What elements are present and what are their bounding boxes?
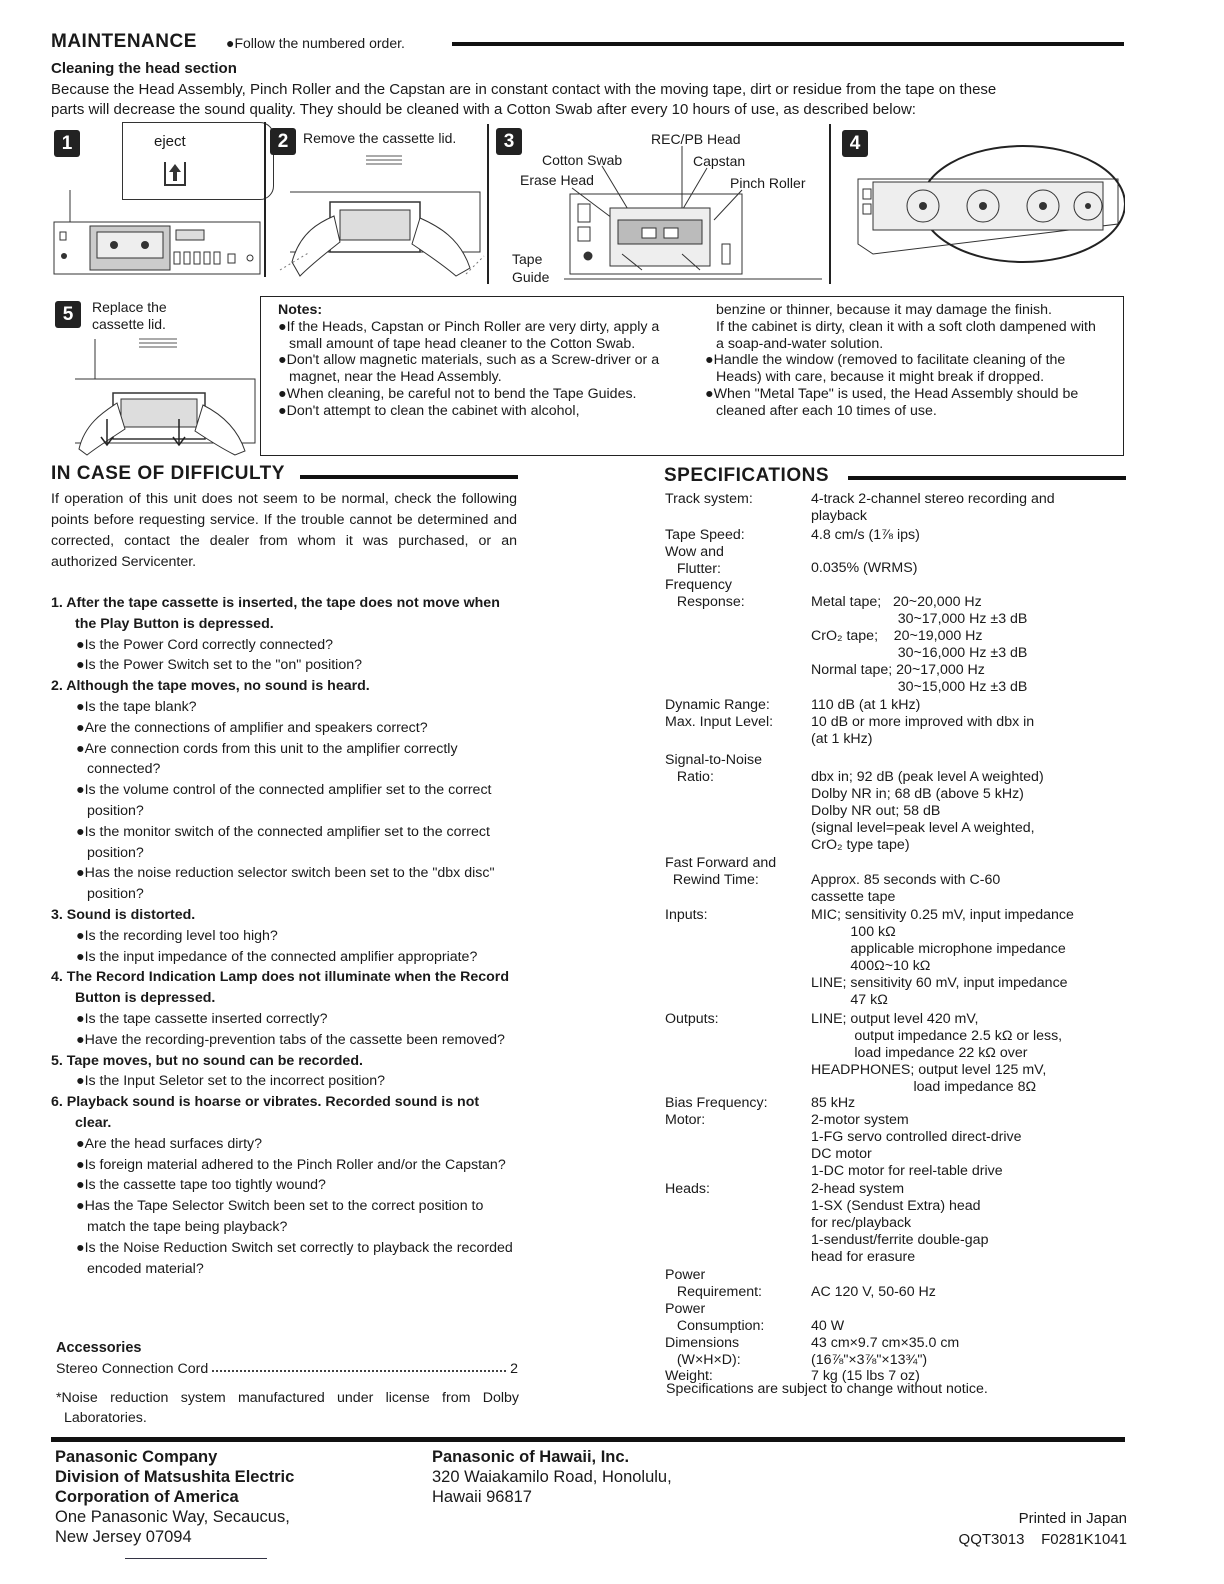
address-line: One Panasonic Way, Secaucus, — [55, 1508, 290, 1526]
guide-label: Guide — [512, 269, 550, 285]
address-line: Hawaii 96817 — [432, 1488, 532, 1506]
spec-value: 4-track 2-channel stereo recording and playback — [811, 491, 1055, 524]
spec-key: Track system: — [665, 491, 753, 507]
remove-lid-drawing — [270, 152, 488, 279]
spec-key: Frequency Response: — [665, 577, 745, 611]
difficulty-check: ●Is the monitor switch of the connected amplifier set to the correct position? — [76, 823, 490, 861]
specifications-note: Specifications are subject to change without notice. — [666, 1381, 988, 1397]
spec-value: 4.8 cm/s (1⅞ ips) — [811, 526, 920, 543]
leader-dots — [212, 1361, 506, 1372]
spec-key: Wow and Flutter: — [665, 543, 724, 577]
difficulty-check: ●Is the tape cassette inserted correctly? — [76, 1010, 328, 1027]
notes-left-column — [278, 302, 670, 420]
spec-value: 43 cm×9.7 cm×35.0 cm (16⅞"×3⅞"×13¾") — [811, 1334, 960, 1368]
rec-pb-head-label: REC/PB Head — [651, 131, 741, 147]
spec-value: AC 120 V, 50-60 Hz — [811, 1284, 936, 1301]
spec-key: Outputs: — [665, 1010, 719, 1027]
difficulty-check: ●Is the volume control of the connected amplifier set to the correct position? — [76, 782, 492, 819]
difficulty-check: ●Is the input impedance of the connected amplifier appropriate? — [76, 948, 478, 965]
step-2-illustration — [270, 124, 488, 279]
spec-key: Signal-to-Noise Ratio: — [665, 751, 762, 785]
maintenance-title: MAINTENANCE — [51, 31, 197, 52]
spec-key: Heads: — [665, 1181, 710, 1197]
spec-key: Inputs: — [665, 907, 708, 924]
spec-key: Max. Input Level: — [665, 714, 774, 731]
difficulty-check: ●Is the Input Seletor set to the incorrect position? — [76, 1073, 386, 1090]
accessories-title: Accessories — [56, 1340, 142, 1356]
note-item: ●Don't allow magnetic materials, such as a Screw-driver or a magnet, near the Head Assembly. — [278, 352, 660, 386]
maintenance-instruction: ●Follow the numbered order. — [226, 35, 405, 51]
difficulty-check: ●Is the Noise Reduction Switch set correctly to playback the recorded encoded material? — [76, 1239, 513, 1277]
cassette-deck-drawing — [52, 182, 262, 277]
step-2-label: Remove the cassette lid. — [303, 130, 457, 146]
difficulty-intro: If operation of this unit does not seem to be normal, check the following points before requesting service. If the trouble cannot be determined and corrected, contact the dealer from whom it was purchased, or an authorized Servicenter. — [51, 491, 517, 570]
hawaii-name: Panasonic of Hawaii, Inc. — [432, 1448, 630, 1466]
accessory-qty: 2 — [510, 1361, 518, 1377]
difficulty-question: 4. The Record Indication Lamp does not illuminate when the Record Button is depressed. — [51, 969, 509, 1007]
note-item: ●Don't attempt to clean the cabinet with alcohol, — [278, 402, 580, 419]
spec-key: Dimensions (W×H×D): — [665, 1334, 741, 1368]
maintenance-intro-2: parts will decrease the sound quality. They should be cleaned with a Cotton Swab after every 10 hours of use, as described below: — [51, 101, 916, 118]
hawaii-block — [432, 1447, 672, 1507]
tape-label: Tape — [512, 251, 543, 267]
step-divider — [264, 122, 266, 277]
spec-value: 0.035% (WRMS) — [811, 560, 918, 577]
section-rule — [300, 475, 518, 479]
capstan-label: Capstan — [693, 153, 746, 169]
step-5-illustration — [55, 297, 260, 457]
spec-key: Motor: — [665, 1111, 706, 1128]
maintenance-intro-1: Because the Head Assembly, Pinch Roller and the Capstan are in constant contact with the moving tape, dirt or residue from the tape on these — [51, 81, 997, 98]
step-1-illustration — [52, 122, 262, 277]
section-rule — [848, 476, 1126, 480]
head-section-drawing — [492, 124, 828, 289]
eject-label: eject — [154, 133, 186, 150]
erase-head-label: Erase Head — [520, 172, 594, 188]
step-divider — [829, 124, 831, 284]
step-5-label-line2: cassette lid. — [92, 316, 166, 332]
printed-in: Printed in Japan — [1018, 1510, 1127, 1527]
company-line: Corporation of America — [55, 1488, 239, 1506]
company-line: Division of Matsushita Electric — [55, 1468, 295, 1486]
step-4-number: 4 — [842, 130, 868, 157]
step-divider — [487, 124, 489, 284]
step-1-number: 1 — [54, 130, 80, 157]
spec-key: Weight: — [665, 1368, 713, 1385]
specifications-table — [665, 491, 1135, 1391]
head-closeup-drawing — [833, 124, 1125, 284]
difficulty-check: ●Are connection cords from this unit to the amplifier correctly connected? — [76, 740, 458, 778]
difficulty-check: ●Is foreign material adhered to the Pinch Roller and/or the Capstan? — [76, 1156, 506, 1173]
spec-value: Approx. 85 seconds with C-60 cassette tape — [811, 871, 1001, 905]
dolby-footnote: *Noise reduction system manufactured under license from Dolby Laboratories. — [56, 1390, 519, 1426]
pinch-roller-label: Pinch Roller — [730, 175, 806, 191]
step-4-illustration — [833, 124, 1125, 284]
spec-value: 110 dB (at 1 kHz) — [811, 697, 921, 714]
company-name — [55, 1447, 294, 1507]
spec-key: Power Requirement: — [665, 1267, 762, 1301]
spec-key: Dynamic Range: — [665, 697, 770, 714]
note-item: If the cabinet is dirty, clean it with a soft cloth dampened with a soap-and-water solution. — [716, 318, 1096, 352]
step-5-number: 5 — [55, 301, 81, 328]
difficulty-check: ●Is the cassette tape too tightly wound? — [76, 1177, 326, 1194]
note-item: ●Handle the window (removed to facilitate cleaning of the Heads) with care, because it might break if dropped. — [705, 352, 1066, 386]
spec-value: Metal tape; 20~20,000 Hz 30~17,000 Hz ±3 dB CrO₂ tape; 20~19,000 Hz 30~16,000 Hz ±3 dB Normal tape; 20~17,000 Hz 30~15,000 Hz ±3 dB — [811, 594, 1028, 696]
difficulty-question: 2. Although the tape moves, no sound is heard. — [51, 678, 370, 695]
difficulty-check: ●Is the recording level too high? — [76, 927, 278, 944]
difficulty-check: ●Has the noise reduction selector switch been set to the "dbx disc" position? — [76, 865, 495, 903]
difficulty-list — [51, 593, 518, 1279]
note-item: benzine or thinner, because it may damage the finish. — [716, 302, 1052, 318]
document-codes: QQT3013 F0281K1041 — [958, 1531, 1127, 1548]
note-item: ●When "Metal Tape" is used, the Head Assembly should be cleaned after each 10 times of use. — [705, 385, 1079, 419]
difficulty-check: ●Are the connections of amplifier and speakers correct? — [76, 719, 428, 736]
difficulty-question: 3. Sound is distorted. — [51, 906, 196, 923]
specifications-title: SPECIFICATIONS — [664, 465, 829, 486]
replace-lid-drawing — [55, 333, 260, 457]
spec-value: 10 dB or more improved with dbx in (at 1 kHz) — [811, 714, 1035, 748]
spec-key: Tape Speed: — [665, 526, 745, 543]
spec-value: 2-motor system 1-FG servo controlled direct-drive DC motor 1-DC motor for reel-table drive — [811, 1111, 1022, 1179]
bottom-line — [125, 1558, 267, 1559]
step-3-number: 3 — [496, 128, 522, 155]
difficulty-question: 6. Playback sound is hoarse or vibrates. Recorded sound is not clear. — [51, 1094, 480, 1131]
difficulty-check: ●Is the Power Cord correctly connected? — [76, 636, 333, 653]
spec-value: 40 W — [811, 1317, 845, 1334]
spec-value: 2-head system 1-SX (Sendust Extra) head for rec/playback 1-sendust/ferrite double-gap head for erasure — [811, 1181, 989, 1265]
spec-value: 7 kg (15 lbs 7 oz) — [811, 1368, 920, 1385]
step-5-label-line1: Replace the — [92, 299, 167, 315]
company-address — [55, 1507, 290, 1547]
cotton-swab-label: Cotton Swab — [542, 152, 623, 168]
company-line: Panasonic Company — [55, 1448, 218, 1466]
difficulty-check: ●Is the Power Switch set to the "on" position? — [76, 657, 362, 674]
difficulty-check: ●Have the recording-prevention tabs of the cassette been removed? — [76, 1031, 505, 1048]
difficulty-check: ●Is the tape blank? — [76, 698, 197, 715]
note-item: ●If the Heads, Capstan or Pinch Roller are very dirty, apply a small amount of tape head cleaner to the Cotton Swab. — [278, 318, 660, 352]
difficulty-question: 1. After the tape cassette is inserted, the tape does not move when the Play Button is depressed. — [51, 595, 500, 632]
section-rule — [452, 42, 1124, 46]
address-line: 320 Waiakamilo Road, Honolulu, — [432, 1468, 672, 1486]
difficulty-check: ●Are the head surfaces dirty? — [76, 1135, 263, 1152]
note-item: ●When cleaning, be careful not to bend the Tape Guides. — [278, 385, 637, 402]
difficulty-question: 5. Tape moves, but no sound can be recorded. — [51, 1052, 363, 1069]
maintenance-subtitle: Cleaning the head section — [51, 60, 237, 77]
accessory-name: Stereo Connection Cord — [56, 1361, 209, 1377]
difficulty-title: IN CASE OF DIFFICULTY — [51, 463, 285, 484]
footer-rule — [51, 1437, 1125, 1442]
spec-value: dbx in; 92 dB (peak level A weighted) Dolby NR in; 68 dB (above 5 kHz) Dolby NR out; 58 dB (signal level=peak level A weighted, CrO₂ type tape) — [811, 768, 1044, 853]
step-2-number: 2 — [270, 128, 296, 155]
spec-key: Power Consumption: — [665, 1300, 765, 1334]
spec-key: Bias Frequency: — [665, 1094, 768, 1111]
spec-value: LINE; output level 420 mV, output impedance 2.5 kΩ or less, load impedance 22 kΩ over HEADPHONES; output level 125 mV, load impedance 8Ω — [811, 1010, 1063, 1095]
difficulty-check: ●Has the Tape Selector Switch been set to the correct position to match the tape being playback? — [76, 1198, 484, 1235]
spec-value: MIC; sensitivity 0.25 mV, input impedance 100 kΩ applicable microphone impedance 400Ω~10 kΩ LINE; sensitivity 60 mV, input impedance 47 kΩ — [811, 907, 1074, 1009]
address-line: New Jersey 07094 — [55, 1528, 192, 1546]
notes-title: Notes: — [278, 302, 323, 318]
step-3-illustration — [492, 124, 828, 289]
notes-right-column — [705, 302, 1099, 420]
spec-value: 85 kHz — [811, 1094, 856, 1111]
accessory-row — [56, 1361, 518, 1377]
spec-key: Fast Forward and Rewind Time: — [665, 854, 777, 888]
